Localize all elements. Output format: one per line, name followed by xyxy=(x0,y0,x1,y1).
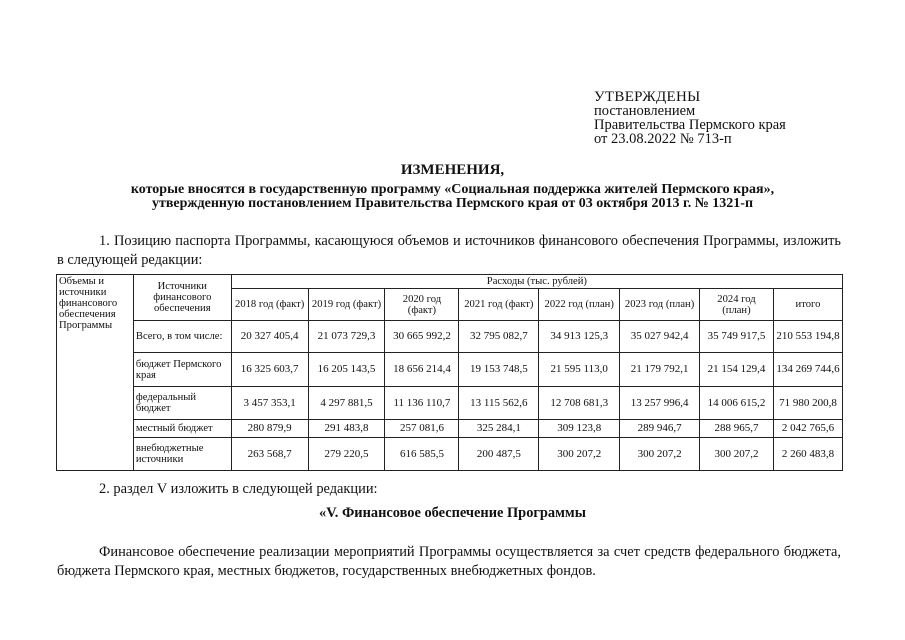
value-cell: 35 749 917,5 xyxy=(700,321,774,353)
value-cell: 3 457 353,1 xyxy=(231,387,308,420)
value-cell: 16 205 143,5 xyxy=(308,353,385,387)
source-cell: внебюджетные источники xyxy=(133,438,231,471)
value-cell: 71 980 200,8 xyxy=(773,387,842,420)
approval-line-3: от 23.08.2022 № 713-п xyxy=(594,131,732,147)
column-header: 2024 год (план) xyxy=(700,289,774,321)
value-cell: 291 483,8 xyxy=(308,420,385,438)
value-cell: 279 220,5 xyxy=(308,438,385,471)
value-cell: 21 154 129,4 xyxy=(700,353,774,387)
item-2-number: 2. xyxy=(99,481,110,497)
value-cell: 21 595 113,0 xyxy=(539,353,620,387)
table-header-row-1 xyxy=(57,275,843,289)
value-cell: 325 284,1 xyxy=(459,420,539,438)
value-cell: 263 568,7 xyxy=(231,438,308,471)
value-cell: 14 006 615,2 xyxy=(700,387,774,420)
approval-line-1: постановлением xyxy=(594,103,696,119)
value-cell: 200 487,5 xyxy=(459,438,539,471)
value-cell: 300 207,2 xyxy=(700,438,774,471)
document-title: ИЗМЕНЕНИЯ, xyxy=(400,162,505,178)
document-subtitle xyxy=(0,183,905,211)
approval-heading: УТВЕРЖДЕНЫ xyxy=(594,89,701,105)
value-cell: 30 665 992,2 xyxy=(385,321,459,353)
value-cell: 16 325 603,7 xyxy=(231,353,308,387)
value-cell: 21 073 729,3 xyxy=(308,321,385,353)
section-title: «V. Финансовое обеспечение Программы xyxy=(319,505,586,521)
table-row xyxy=(57,321,843,353)
value-cell: 288 965,7 xyxy=(700,420,774,438)
body-text: Финансовое обеспечение реализации мероприятий Программы осуществляется за счет средств федерального бюджета, бюджета Пермского края, местных бюджетов, государственных внебюджетных фондов. xyxy=(57,544,841,579)
subtitle-line-1: которые вносятся в государственную программу «Социальная поддержка жителей Пермского края», xyxy=(130,182,775,197)
table-row xyxy=(57,420,843,438)
item-2-paragraph xyxy=(57,480,841,499)
value-cell: 32 795 082,7 xyxy=(459,321,539,353)
value-cell: 18 656 214,4 xyxy=(385,353,459,387)
sources-header: Источники финансового обеспечения xyxy=(133,275,231,321)
value-cell: 280 879,9 xyxy=(231,420,308,438)
value-cell: 21 179 792,1 xyxy=(620,353,700,387)
column-header: 2018 год (факт) xyxy=(231,289,308,321)
value-cell: 210 553 194,8 xyxy=(773,321,842,353)
item-1-number: 1. xyxy=(99,233,110,249)
value-cell: 2 042 765,6 xyxy=(773,420,842,438)
column-header: 2019 год (факт) xyxy=(308,289,385,321)
value-cell: 20 327 405,4 xyxy=(231,321,308,353)
item-2-text: раздел V изложить в следующей редакции: xyxy=(113,481,378,497)
value-cell: 12 708 681,3 xyxy=(539,387,620,420)
subtitle-line-2: утвержденную постановлением Правительства Пермского края от 03 октября 2013 г. № 1321-п xyxy=(151,196,754,211)
value-cell: 2 260 483,8 xyxy=(773,438,842,471)
value-cell: 300 207,2 xyxy=(539,438,620,471)
item-1-text: Позицию паспорта Программы, касающуюся объемов и источников финансового обеспечения Программы, изложить в следующей редакции: xyxy=(57,233,841,268)
value-cell: 289 946,7 xyxy=(620,420,700,438)
expenses-header: Расходы (тыс. рублей) xyxy=(231,275,842,289)
source-cell: бюджет Пермского края xyxy=(133,353,231,387)
table-row xyxy=(57,353,843,387)
approval-line-2: Правительства Пермского края xyxy=(594,117,786,133)
value-cell: 309 123,8 xyxy=(539,420,620,438)
financing-table xyxy=(56,274,843,471)
value-cell: 257 081,6 xyxy=(385,420,459,438)
item-1-paragraph xyxy=(57,232,841,270)
column-header: 2022 год (план) xyxy=(539,289,620,321)
approval-block xyxy=(594,90,786,146)
column-header: 2023 год (план) xyxy=(620,289,700,321)
column-header: 2020 год (факт) xyxy=(385,289,459,321)
body-paragraph xyxy=(57,543,841,581)
table-row xyxy=(57,438,843,471)
value-cell: 19 153 748,5 xyxy=(459,353,539,387)
value-cell: 11 136 110,7 xyxy=(385,387,459,420)
source-cell: местный бюджет xyxy=(133,420,231,438)
source-cell: федеральный бюджет xyxy=(133,387,231,420)
value-cell: 300 207,2 xyxy=(620,438,700,471)
value-cell: 134 269 744,6 xyxy=(773,353,842,387)
row-label-cell: Объемы и источники финансового обеспечения Программы xyxy=(57,275,134,471)
column-header: 2021 год (факт) xyxy=(459,289,539,321)
value-cell: 13 257 996,4 xyxy=(620,387,700,420)
value-cell: 35 027 942,4 xyxy=(620,321,700,353)
value-cell: 616 585,5 xyxy=(385,438,459,471)
value-cell: 34 913 125,3 xyxy=(539,321,620,353)
column-header: итого xyxy=(773,289,842,321)
source-cell: Всего, в том числе: xyxy=(133,321,231,353)
value-cell: 13 115 562,6 xyxy=(459,387,539,420)
table-row xyxy=(57,387,843,420)
value-cell: 4 297 881,5 xyxy=(308,387,385,420)
